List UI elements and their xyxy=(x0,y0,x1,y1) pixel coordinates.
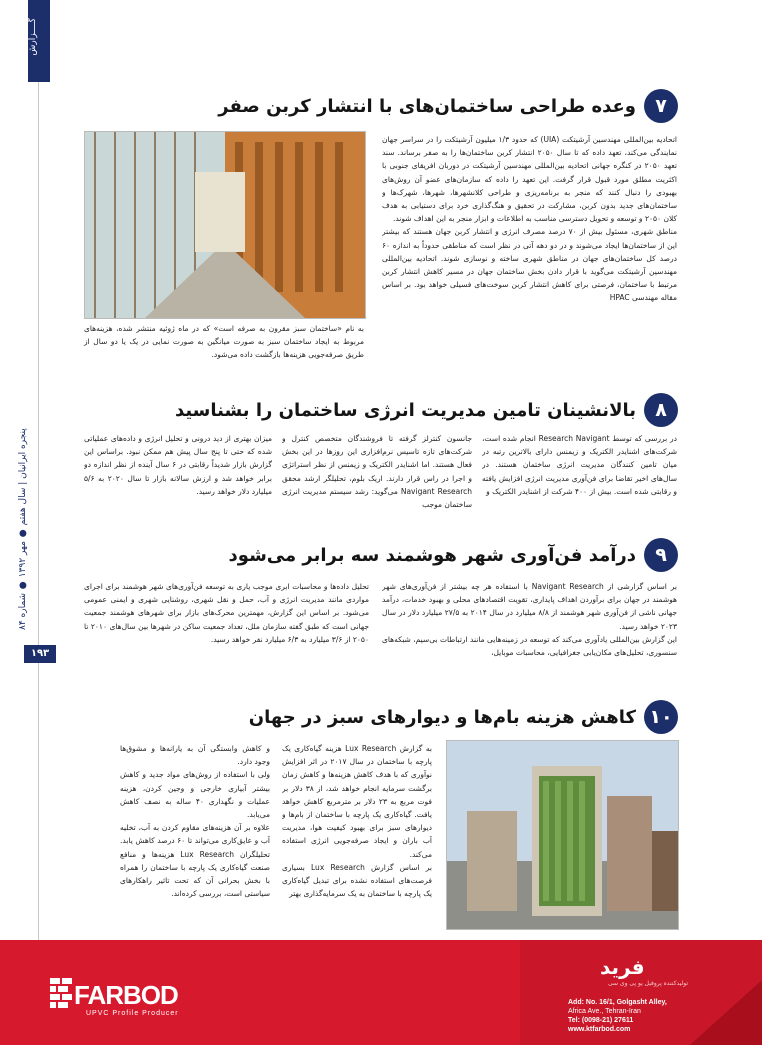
article-9-paragraph: بر اساس گزارشی از Navigant Research با استفاده هر چه بیشتر از فن‌آوری‌های شهر هوشمند در جهان برای برآوردن اهداف پایداری، تقویت اقتصادهای محلی و بهبود خدمات، درآمد جهانی ناشی از فن‌آوری شهر هوشمند از ۸/۸ میلیارد در سال ۲۰۱۴ به ۲۷/۵ میلیارد دلار در سال ۲۰۲۳ خواهد رسید. xyxy=(382,582,677,631)
article-10-photo xyxy=(446,740,679,930)
farbod-brick-icon xyxy=(50,978,74,1014)
article-8-headline xyxy=(58,393,678,427)
building-interior-illustration xyxy=(85,132,365,318)
article-10-paragraph: به گزارش Lux Research هزینه گیاه‌کاری یک پارچه با ساختمان در سال ۲۰۱۷ در اثر افزایش نوآوری که با هدف کاهش هزینه‌ها و کاهش زمان برگشت سرمایه انجام خواهد شد، از ۳۸ دلار بر فوت مربع به ۲۳ دلار بر مترمربع کاهش خواهد یافت. گیاه‌کاری یک پارچه با ساختمان از بام‌ها و دیوارهای سبز برای بهبود کیفیت هوا، مدیریت آب باران و ایجاد صرفه‌جویی انرژی استفاده می‌کند. xyxy=(282,744,432,859)
article-9-col-right xyxy=(382,580,677,680)
article-10-title: کاهش هزینه بام‌ها و دیوارهای سبز در جهان xyxy=(248,706,636,728)
article-8-title: بالانشینان تامین مدیریت انرژی ساختمان را بشناسید xyxy=(174,399,636,421)
magazine-caption: پنجره ایرانیان | سال هفتم ● مهر ۱۳۹۲ ● شماره ۸۴ xyxy=(18,428,28,630)
page-number: ۱۹۳ xyxy=(24,645,56,663)
article-9-headline xyxy=(118,538,678,572)
article-7-title: وعده طراحی ساختمان‌های با انتشار کربن صفر xyxy=(218,95,636,117)
website-link[interactable]: www.ktfarbod.com xyxy=(568,1026,631,1033)
article-7-paragraph: مناطق شهری، مسئول بیش از ۷۰ درصد مصرف انرژی و انتشار کربن جهان هستند که بیشتر این از ساختمان‌ها ایجاد می‌شوند و در دو دهه آتی در نظر است که مناطقی حدوداً به اندازه ۶۰ درصد کل ساختمان‌های جهان در مناطق شهری ساخته و نوسازی شوند. اتحادیه بین‌المللی مهندسین آرشیتکت می‌گوید با قرار دادن بخش ساختمان جهان در مسیر کاهش انتشار کربن مرتبط با ساختمان، فرصتی برای کاهش انتشار کربن سوخت‌های فسیلی خواهد بود. بر اساس مقاله مهندسی HPAC xyxy=(382,227,677,303)
article-7-photo xyxy=(84,131,366,319)
article-10-col-left xyxy=(120,742,270,937)
farsi-tagline: تولیدکننده پروفیل یو پی وی سی xyxy=(607,980,688,987)
article-8-number: ۸ xyxy=(644,393,678,427)
section-tab xyxy=(28,0,50,82)
article-10-col-right xyxy=(282,742,432,937)
address-line-2: Africa Ave., Tehran-Iran xyxy=(568,1008,641,1015)
article-10-number: ۱۰ xyxy=(644,700,678,734)
article-7-number: ۷ xyxy=(644,89,678,123)
section-label: گــــزارش xyxy=(28,18,38,56)
farbod-brand: FARBOD xyxy=(74,980,178,1010)
farbod-tagline: UPVC Profile Producer xyxy=(86,1010,179,1017)
article-7-caption: به نام «ساختمان سبز مقرون به صرفه است» که در ماه ژوئیه منتشر شده، هزینه‌های مربوط به ایجاد ساختمان سبز به صورت میانگین به صورت نمایی در یک یا دو سال از طریق صرفه‌جویی هزینه‌ها بازگشت داده می‌شود. xyxy=(84,324,364,359)
article-7-paragraph: اتحادیه بین‌المللی مهندسین آرشیتکت (UIA) که حدود ۱/۳ میلیون آرشیتکت را در سراسر جهان نمایندگی می‌کند، تعهد داده که تا سال ۲۰۵۰ انتشار کربن ساختمان‌ها را به صفر برساند. سند تعهد ۲۰۵۰ در کنگره جهانی اتحادیه بین‌المللی مهندسین آرشیتکت در دوربان افریقای جنوبی با اکثریت مطلق مورد قبول قرار گرفت. این تعهد را داده که سازمان‌های عضو آن روش‌های بهبودی را دنبال کنند که منجر به برنامه‌ریزی و طراحی کلانشهرها، شهرها، شهرک‌ها و ساختمان‌های جدید بدون کربن، مشارکت در تحقیق و هنگ‌گذاری خرد برای دستیابی به هدف کلان ۲۰۵۰ و توسعه و تحویل دسترسی مناسب به اطلاعات و ابزار منجر به این اهداف شوند. xyxy=(382,135,677,224)
article-10-headline xyxy=(118,700,678,734)
article-9-title: درآمد فن‌آوری شهر هوشمند سه برابر می‌شود xyxy=(228,544,636,566)
article-8-col-left: میزان بهتری از دید درونی و تحلیل انرژی و داده‌های عملیاتی شده که حتی تا پنج سال پیش هم ممکن نبود. براساس این گزارش بازار شدیداً رقابتی در ۶ سال آینده از نظر اندازه دو برابر خواهد شد و ارزش سالانه بازار تا سال ۲۰۲۰ به ۵/۶ میلیارد دلار خواهد رسید. xyxy=(84,434,272,496)
contact-block xyxy=(568,998,708,1034)
article-10-paragraph: ولی با استفاده از روش‌های مواد جدید و کاهش بیشتر آبیاری خارجی و وجین کردن، هزینه عملیات و نگهداری ۴۰ ساله به نصف کاهش می‌یابد. xyxy=(120,770,270,820)
article-7-body xyxy=(382,133,677,378)
article-10-paragraph: و کاهش وابستگی آن به یارانه‌ها و مشوق‌ها وجود دارد. xyxy=(120,744,270,767)
article-9-number: ۹ xyxy=(644,538,678,572)
article-9-col-left: تحلیل داده‌ها و محاسبات ابری موجب یاری به توسعه فن‌آوری‌های شهر هوشمند برای اجرای مواردی مانند مدیریت انرژی و آب، حمل و نقل شهری، روشنایی شهری و ایمنی عمومی می‌شود. بر اساس این گزارش، مهمترین محرک‌های بازار برای شهرهای هوشمند جمعیت جهانی است که طبق گفته سازمان ملل، تعداد جمعیت ساکن در شهرها بین سال‌های ۲۰۱۰ تا ۲۰۵۰ از ۳/۶ میلیارد به ۶/۳ میلیارد نفر خواهد رسید. xyxy=(84,582,369,644)
article-9-paragraph: این گزارش بین‌المللی یادآوری می‌کند که توسعه در زمینه‌هایی مانند ارتباطات بی‌سیم، شبکه‌های سنسوری، تحلیل‌های مکان‌یابی جغرافیایی، محاسبات موبایل، xyxy=(382,634,677,658)
article-8-col-right: در بررسی که توسط Research Navigant انجام شده است، شرکت‌های اشنایدر الکتریک و زیمنس دارای بالاترین رتبه در میان تامین کنندگان مدیریت انرژی ساختمان هستند. در سال‌های اخیر تقاضا برای فن‌آوری مدیریت انرژی افزایش یافته و رقابتی شده است. بیش از ۴۰۰ شرکت از اشنایدر الکتریک و xyxy=(482,434,677,496)
article-7-headline xyxy=(78,89,678,123)
telephone: Tel: (0098-21) 27611 xyxy=(568,1017,634,1024)
article-8-col-mid: جانسون کنترلز گرفته تا فروشندگان متخصص کنترل و شرکت‌های تازه تاسیس نرم‌افزاری این روزها در این بخش فعال هستند. اما اشنایدر الکتریک و زیمنس از نظر استراتژی و اجرا در راس قرار دارند. اریک بلوم، تحلیلگر ارشد محقق Navigant Research می‌گوید: رشد سیستم مدیریت انرژی ساختمان موجب xyxy=(282,434,472,510)
article-10-paragraph: بر اساس گزارش Lux Research بسیاری فرصت‌های استفاده نشده برای تبدیل گیاه‌کاری یک پارچه با ساختمان به یک سرمایه‌گذاری بهتر xyxy=(282,862,432,899)
farsi-logo: فرید xyxy=(600,955,645,979)
article-10-paragraph: علاوه بر آن هزینه‌های مقاوم کردن به آب، تخلیه آب و عایق‌کاری می‌تواند تا ۶۰ درصد کاهش یابد. تحلیلگران Lux Research هزینه‌ها و منافع صنعت گیاه‌کاری یک پارچه با ساختمان را همراه با بخش بحرانی آن که تحت تاثیر راهکارهای سیاستی است، بررسی کرده‌اند. xyxy=(120,823,270,899)
green-wall-building-illustration xyxy=(447,741,678,929)
farbod-logo xyxy=(50,970,200,1020)
address-line-1: Add: No. 16/1, Golgasht Alley, xyxy=(568,999,667,1006)
